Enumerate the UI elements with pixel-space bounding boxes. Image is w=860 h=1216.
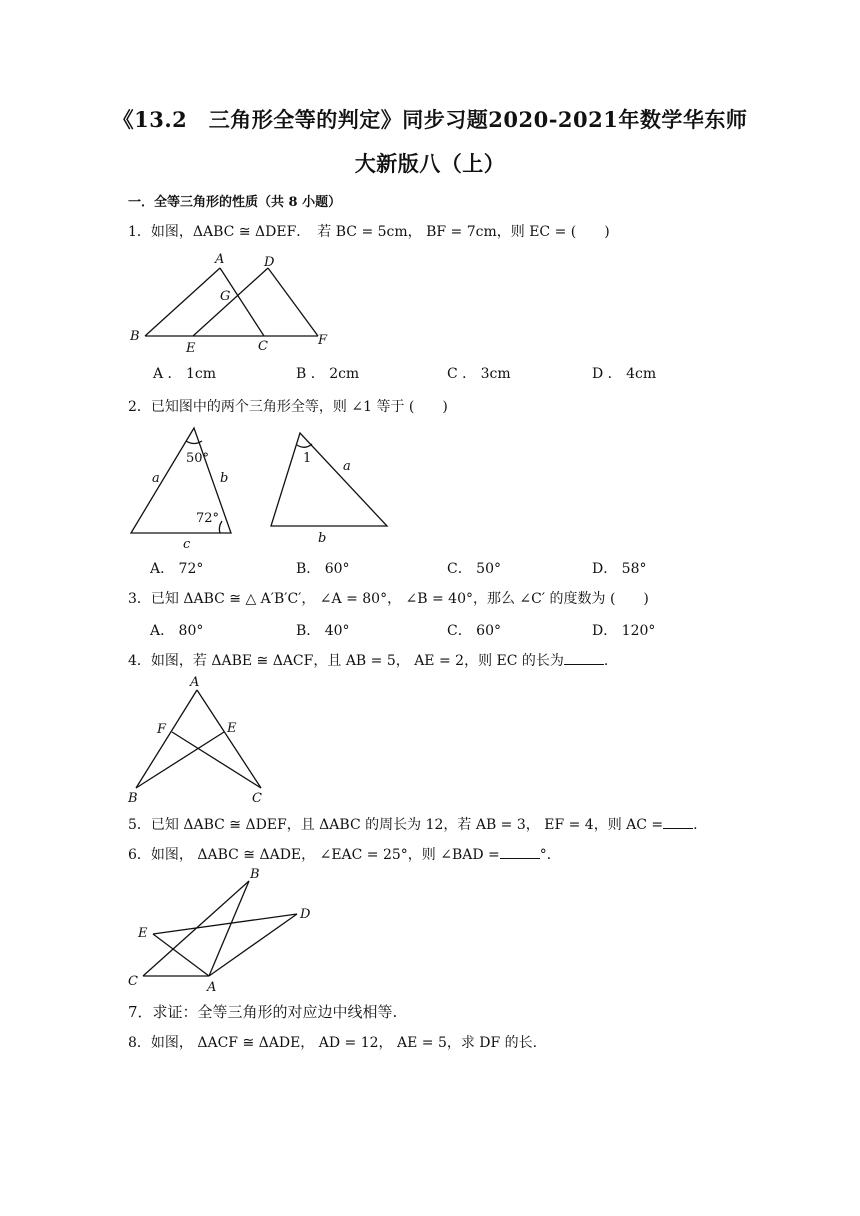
q6-stem-text: 6．如图， ΔABC ≅ ΔADE， ∠EAC = 25°，则 ∠BAD = (128, 847, 500, 863)
q1-option-b: B ． 2cm (296, 366, 360, 382)
q4-label-E: E (227, 721, 237, 736)
q4-label-B: B (128, 791, 138, 806)
q2-label-50: 50° (186, 451, 210, 466)
q3-option-c: C． 60° (447, 623, 501, 639)
q4-label-C: C (252, 791, 262, 806)
q2-stem: 2．已知图中的两个三角形全等，则 ∠1 等于 ( ) (128, 399, 448, 415)
q2-option-d: D． 58° (592, 561, 647, 577)
q4-label-A: A (190, 675, 200, 690)
q2-option-a: A． 72° (150, 561, 204, 577)
q6-label-E: E (138, 926, 148, 941)
q1-label-C: C (258, 339, 268, 354)
q8-stem: 8．如图， ΔACF ≅ ΔADE， AD = 12， AE = 5，求 DF 的长. (128, 1035, 538, 1051)
q5-stem-text: 5．已知 ΔABC ≅ ΔDEF，且 ΔABC 的周长为 12，若 AB = 3， EF = 4，则 AC = (128, 817, 664, 833)
q1-option-c: C ． 3cm (447, 366, 511, 382)
q2-label-b2: b (318, 531, 327, 546)
q4-stem-end: . (603, 653, 609, 669)
q4-label-F: F (157, 722, 167, 737)
q6-label-C: C (128, 974, 138, 989)
q2-label-1: 1 (303, 451, 312, 466)
q4-stem-text: 4．如图，若 ΔABE ≅ ΔACF，且 AB = 5， AE = 2，则 EC 的长为 (128, 653, 564, 669)
q2-option-c: C． 50° (447, 561, 501, 577)
doc-title-line1: 《13.2 三角形全等的判定》同步习题2020-2021年数学华东师 (112, 107, 748, 132)
q1-label-B: B (130, 329, 140, 344)
q1-label-F: F (318, 333, 328, 348)
q6-stem-end: °． (539, 847, 561, 863)
q2-label-72: 72° (196, 511, 220, 526)
q1-stem: 1．如图，ΔABC ≅ ΔDEF． 若 BC = 5cm， BF = 7cm，则 EC = ( ) (128, 224, 610, 240)
q1-label-G: G (220, 289, 231, 304)
section-heading: 一．全等三角形的性质（共 8 小题） (128, 195, 342, 210)
q3-option-d: D． 120° (592, 623, 656, 639)
q2-option-b: B． 60° (296, 561, 350, 577)
q2-label-a2: a (343, 459, 351, 474)
q2-label-c: c (183, 537, 191, 552)
q1-label-E: E (186, 341, 196, 356)
q2-label-a: a (152, 471, 160, 486)
q1-label-A: A (215, 252, 225, 267)
q1-option-d: D ． 4cm (592, 366, 657, 382)
q6-label-B: B (250, 867, 260, 882)
doc-title-line2: 大新版八（上） (354, 151, 506, 176)
q3-option-b: B． 40° (296, 623, 350, 639)
q7-stem: 7．求证：全等三角形的对应边中线相等. (128, 1003, 398, 1021)
q6-label-A: A (207, 980, 217, 995)
q6-label-D: D (300, 907, 311, 922)
q2-label-b: b (220, 471, 229, 486)
q5-stem-end: . (693, 817, 698, 833)
q1-label-D: D (264, 255, 275, 270)
q3-stem: 3．已知 ΔABC ≅ △ A′B′C′， ∠A = 80°， ∠B = 40°，那么 ∠C′ 的度数为 ( ) (128, 591, 649, 607)
q1-option-a: A ． 1cm (153, 366, 217, 382)
q3-option-a: A． 80° (150, 623, 204, 639)
